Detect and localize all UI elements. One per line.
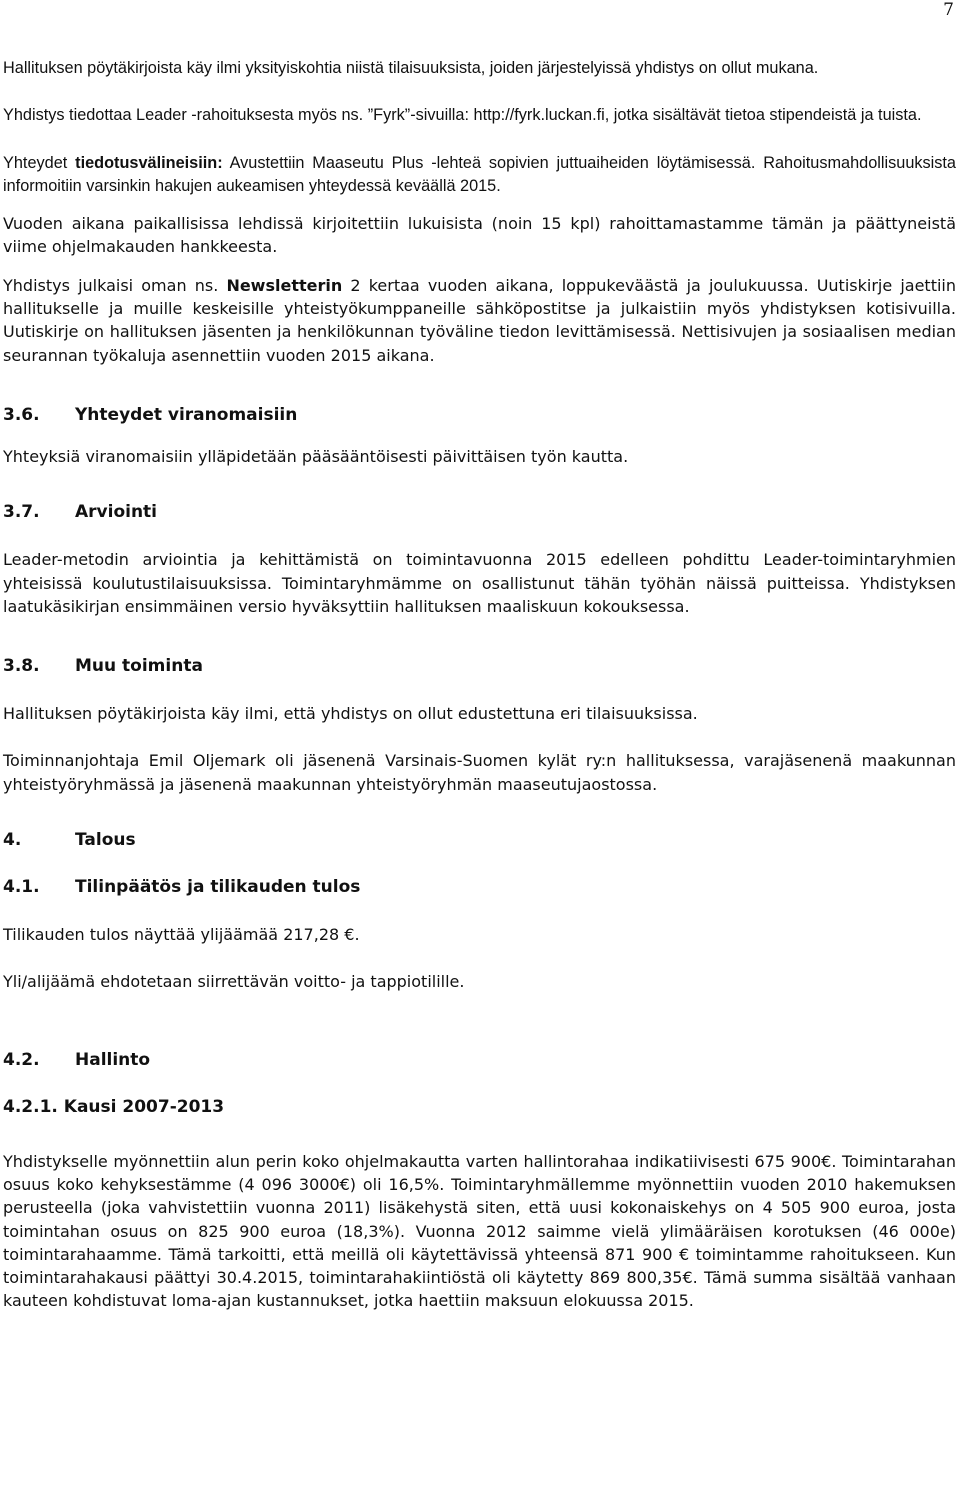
- newsletter-lead: Yhdistys julkaisi oman ns.: [3, 275, 227, 295]
- heading-4: [3, 829, 956, 852]
- document-body: [3, 57, 956, 1313]
- heading-3-7: [3, 501, 956, 524]
- heading-4-2: [3, 1049, 956, 1072]
- paragraph-result: Tilikauden tulos näyttää ylijäämää 217,28 €.: [3, 925, 360, 945]
- heading-4-1: [3, 876, 956, 899]
- heading-number: 4.2.: [3, 1049, 40, 1070]
- heading-number: 4.: [3, 830, 22, 851]
- newsletter-bold: Newsletterin: [226, 275, 343, 295]
- heading-title: Yhteydet viranomaisiin: [75, 404, 298, 425]
- heading-title: Tilinpäätös ja tilikauden tulos: [75, 877, 361, 898]
- paragraph-other-events: Hallituksen pöytäkirjoista käy ilmi, että yhdistys on ollut edustettuna eri tilaisuuksissa.: [3, 704, 698, 724]
- media-lead: Yhteydet: [3, 153, 76, 172]
- heading-3-8: [3, 655, 956, 678]
- paragraph-meetings: Hallituksen pöytäkirjoista käy ilmi yksityiskohtia niistä tilaisuuksista, joiden järjestelyissä yhdistys on ollut mukana.: [3, 59, 819, 77]
- heading-title: Arviointi: [75, 502, 158, 523]
- paragraph-local-press: Vuoden aikana paikallisissa lehdissä kirjoitettiin lukuisista (noin 15 kpl) rahoittamastamme tämän ja päättyneistä viime ohjelmakauden hankkeesta.: [3, 214, 956, 257]
- heading-number: 3.8.: [3, 656, 40, 677]
- paragraph-evaluation: Leader-metodin arviointia ja kehittämistä on toimintavuonna 2015 edelleen pohdittu Leader-toimintaryhmien yhteisissä koulutustilaisuuksissa. Toimintaryhmämme on osallistunut tähän työhän näissä puitteissa. Yhdistyksen laatukäsikirjan ensimmäinen versio hyväksyttiin hallituksen maaliskuun kokouksessa.: [3, 550, 956, 616]
- heading-3-6: [3, 404, 956, 427]
- paragraph-admin-funding: Yhdistykselle myönnettiin alun perin koko ohjelmakautta varten hallintorahaa indikatiivisesti 675 900€. Toimintarahan osuus koko kehyksestämme (4 096 3000€) oli 16,5%. Toimintaryhmällemme myönnettiin vuoden 2010 hakemuksen perusteella (joka vahvistettiin vuonna 2011) lisäkehystä siten, että uusi kokonaiskehys on 4 505 900 euroa, josta toimintahan osuus on 825 900 euroa (18,3%). Vuonna 2012 saimme vielä ylimääräisen korotuksen (46 000e) toimintarahaamme. Tämä tarkoitti, että meillä oli käytettävissä yhteensä 871 900 € toimintamme rahoitukseen. Kun toimintarahakausi päättyi 30.4.2015, toimintarahakiintiöstä oli käytetty 869 800,35€. Tämä summa sisältää vanhaan kauteen kohdistuvat loma-ajan kustannukset, jotka haettiin maksuun elokuussa 2015.: [3, 1151, 956, 1311]
- heading-title: Talous: [75, 830, 136, 851]
- media-rest: Avustettiin Maaseutu Plus -lehteä sopivien juttuaiheiden löytämisessä. Rahoitusmahdollisuuksista informoitiin varsinkin hakujen aukeamisen yhteydessä keväällä 2015.: [3, 153, 956, 195]
- heading-number: 3.6.: [3, 404, 40, 425]
- heading-title: Muu toiminta: [75, 656, 203, 677]
- heading-title: 4.2.1. Kausi 2007-2013: [3, 1096, 225, 1117]
- paragraph-media-contacts: [3, 152, 956, 199]
- heading-number: 4.1.: [3, 877, 40, 898]
- page-number: 7: [943, 0, 954, 20]
- media-bold: tiedotusvälineisiin:: [75, 153, 223, 172]
- newsletter-rest: 2 kertaa vuoden aikana, loppukeväästä ja joulukuussa. Uutiskirje jaettiin hallitukselle ja muille keskeisille yhteistyökumppaneille sähköpostitse ja julkaistiin myös yhdistyksen kotisivuilla. Uutiskirje on hallituksen jäsenten ja henkilökunnan työväline tiedon levittämisessä. Nettisivujen ja sosiaalisen median seurannan työkaluja asennettiin vuoden 2015 aikana.: [3, 275, 957, 365]
- paragraph-executive-director: Toiminnanjohtaja Emil Oljemark oli jäsenenä Varsinais-Suomen kylät ry:n hallituksessa, varajäsenenä maakunnan yhteistyöryhmässä ja jäsenenä maakunnan yhteistyöryhmän maaseutujaostossa.: [3, 751, 956, 794]
- paragraph-newsletter: [3, 274, 956, 367]
- heading-4-2-1: [3, 1096, 956, 1119]
- heading-title: Hallinto: [75, 1049, 151, 1070]
- paragraph-surplus: Yli/alijäämä ehdotetaan siirrettävän voitto- ja tappiotilille.: [3, 972, 465, 992]
- paragraph-authorities: Yhteyksiä viranomaisiin ylläpidetään pääsääntöisesti päivittäisen työn kautta.: [3, 446, 629, 466]
- heading-number: 3.7.: [3, 502, 40, 523]
- paragraph-fyrk: Yhdistys tiedottaa Leader -rahoituksesta myös ns. ”Fyrk”-sivuilla: http://fyrk.luckan.fi, jotka sisältävät tietoa stipendeistä ja tuista.: [3, 106, 922, 125]
